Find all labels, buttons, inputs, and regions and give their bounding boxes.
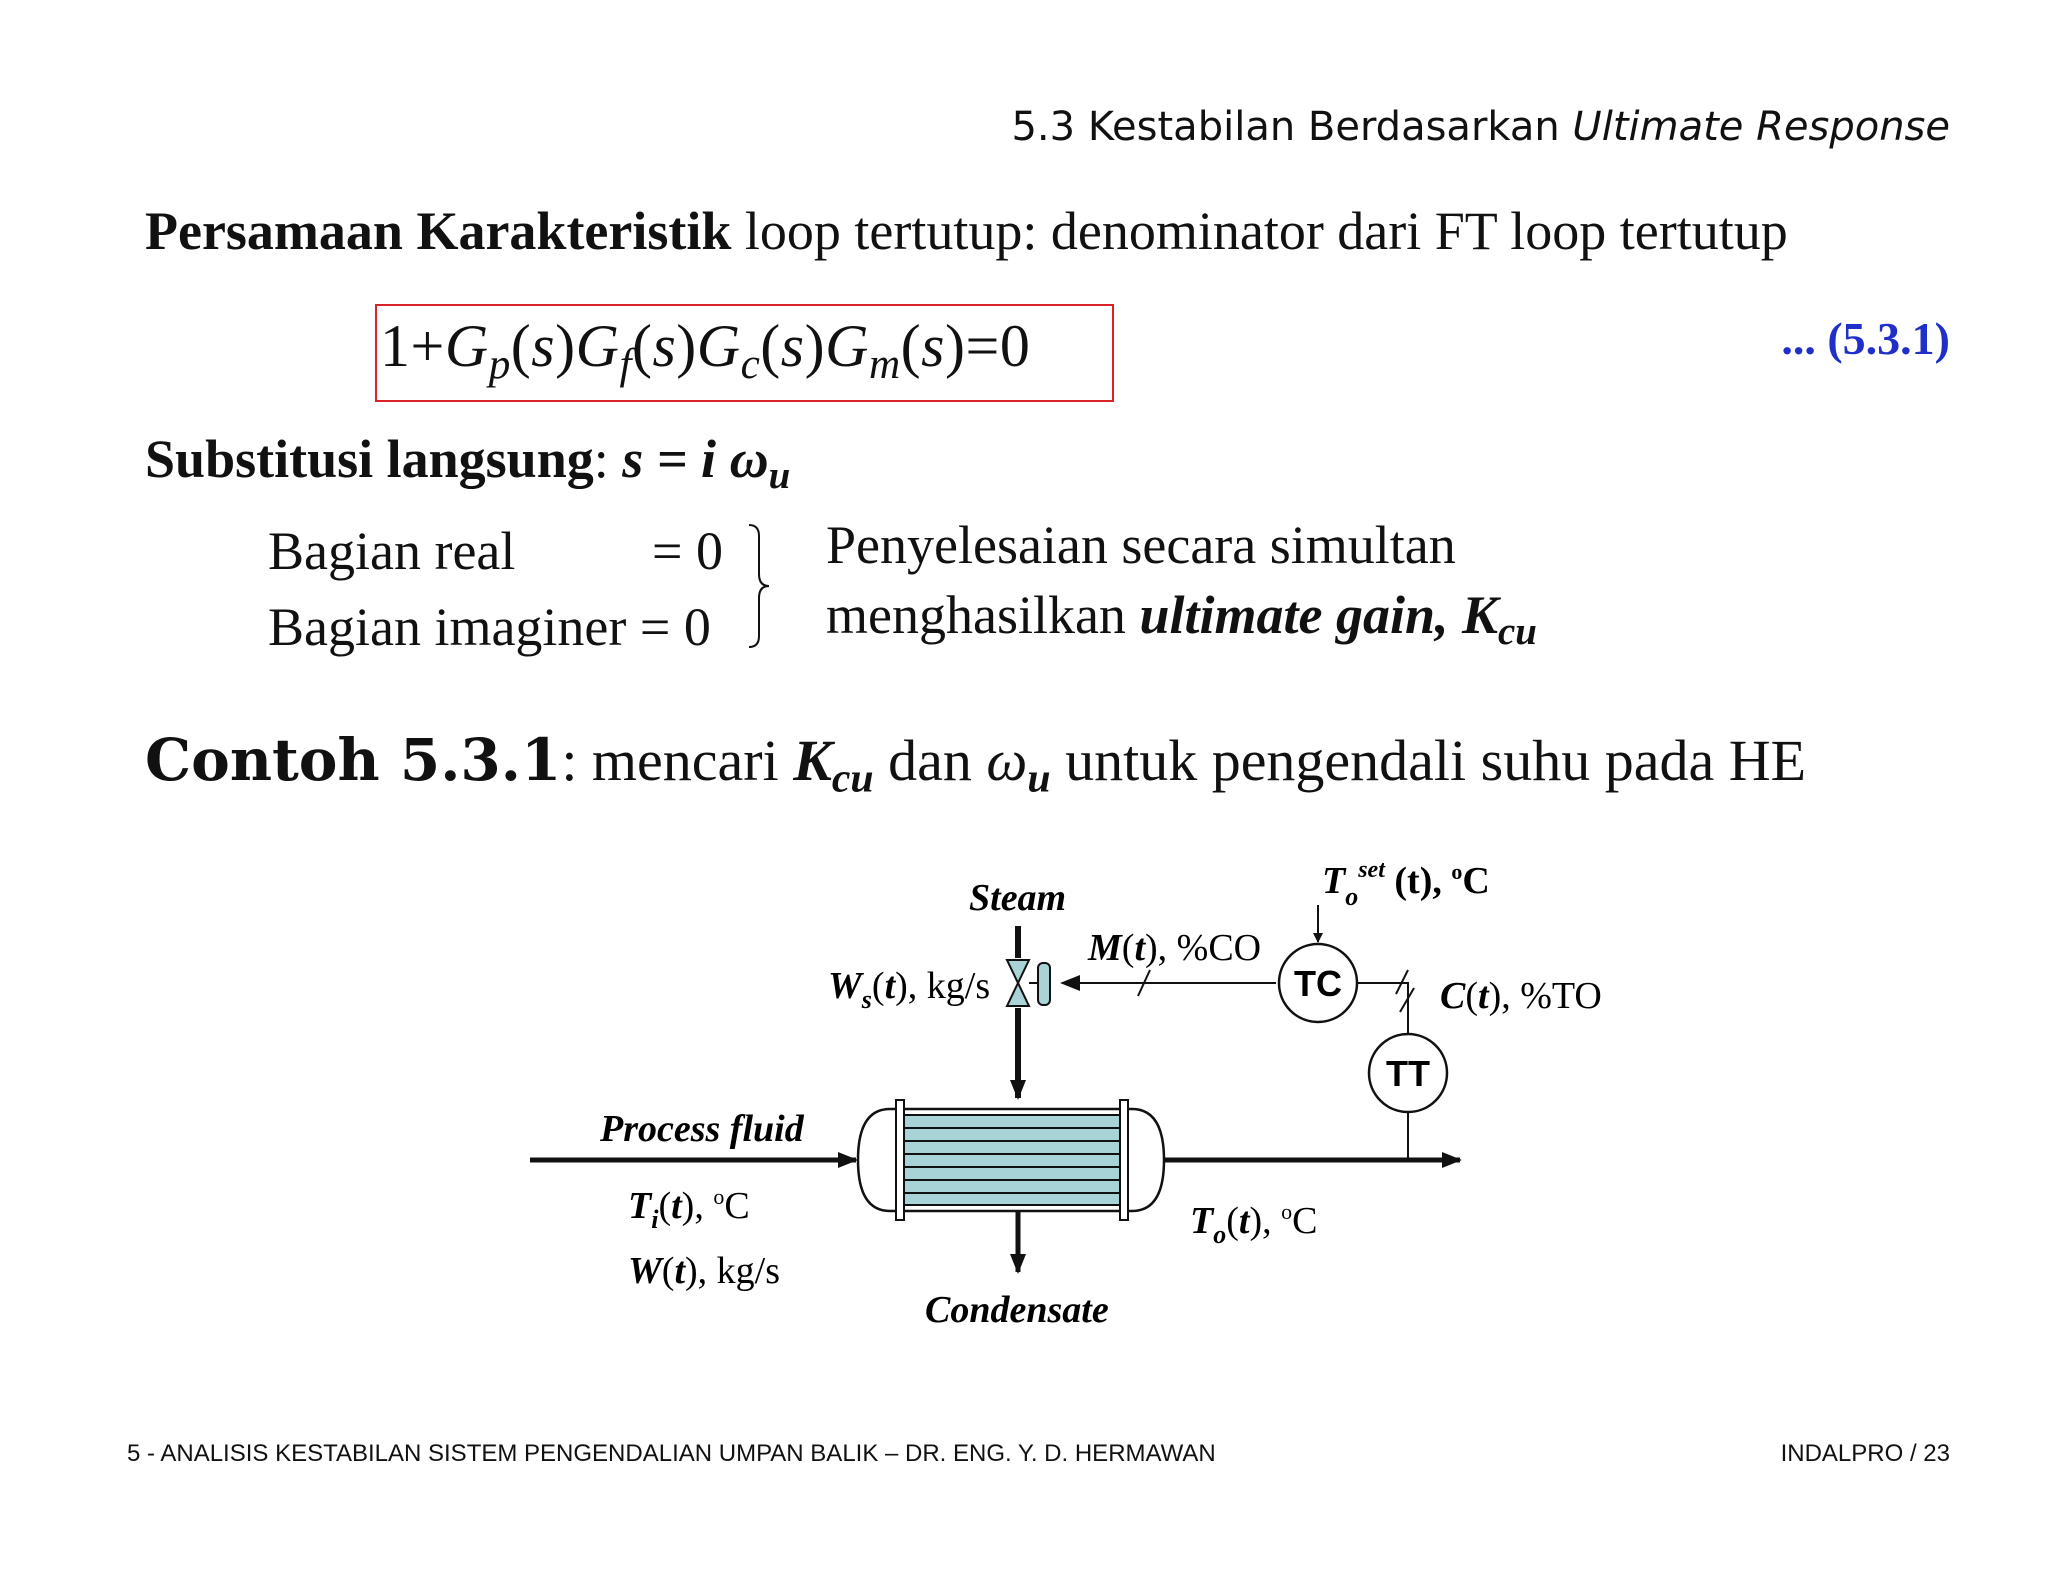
eq-g-p: G: [444, 313, 489, 379]
setpoint-unit: C: [1462, 860, 1490, 902]
footer-page-number: INDALPRO / 23: [1780, 1440, 1950, 1467]
eq-lead: 1+: [380, 313, 445, 379]
example-k-sub: cu: [831, 755, 874, 802]
setpoint-sup: set: [1358, 857, 1385, 883]
ti-time: t: [671, 1185, 682, 1227]
setpoint-rest: (t),: [1384, 860, 1452, 902]
eq-g-m: G: [825, 313, 869, 379]
setpoint-sub: o: [1345, 882, 1359, 911]
ti-unit: C: [724, 1185, 750, 1227]
substitution-sub-u: u: [768, 453, 791, 497]
w-t: t: [674, 1250, 686, 1292]
eq-sub-f: f: [619, 341, 632, 389]
w-var: W: [628, 1250, 662, 1292]
m-t: t: [1134, 927, 1146, 969]
example-k: K: [793, 728, 832, 793]
to-sub: o: [1213, 1220, 1227, 1249]
ws-w: W: [828, 965, 862, 1007]
real-part-label: Bagian real: [268, 521, 516, 581]
setpoint-degree: o: [1451, 859, 1463, 884]
solution-bold: ultimate gain, K: [1139, 585, 1499, 645]
to-t: T: [1190, 1200, 1214, 1242]
equation-number: ... (5.3.1): [1781, 313, 1950, 364]
c-var: C: [1440, 975, 1466, 1017]
ws-label: $W_s(t)$, kg/s: [828, 965, 991, 1014]
tt-label: TT: [1386, 1053, 1430, 1094]
characteristic-term: Persamaan Karakteristik: [145, 201, 732, 261]
example-text-2: dan: [873, 728, 987, 793]
tc-label: TC: [1294, 963, 1342, 1004]
eq-sub-c: c: [740, 341, 761, 389]
characteristic-description: loop tertutup: denominator dari FT loop tertutup: [731, 201, 1788, 261]
eq-s-3: s: [780, 313, 805, 379]
ti-sub: i: [651, 1205, 659, 1234]
m-var: M: [1088, 927, 1122, 969]
substitution-colon: :: [593, 429, 623, 489]
eq-s-1: s: [531, 313, 556, 379]
condensate-label: Condensate: [925, 1289, 1109, 1331]
section-title-italic: Ultimate Response: [1572, 104, 1950, 150]
solution-sub-cu: cu: [1498, 609, 1537, 653]
to-time: t: [1238, 1200, 1250, 1242]
eq-sub-p: p: [488, 341, 511, 389]
imaginary-part-label: Bagian imaginer = 0: [268, 597, 711, 657]
example-omega-sub: u: [1027, 755, 1051, 802]
w-label: W(t), kg/s: [628, 1250, 781, 1292]
ti-t: T: [628, 1185, 652, 1227]
ti-label: $T_i(t)$, $^o$C: [628, 1184, 750, 1234]
m-unit: , %CO: [1157, 927, 1262, 969]
real-part-equation: = 0: [652, 521, 723, 581]
control-valve-icon: [1007, 960, 1050, 1006]
to-unit: C: [1292, 1200, 1318, 1242]
eq-g-f: G: [575, 313, 620, 379]
to-label: $T_o(t)$, $^o$C: [1190, 1199, 1318, 1249]
transmitter-signal: [1357, 983, 1408, 1034]
eq-equals: =: [965, 313, 1000, 379]
example-number: Contoh 5.3.1: [145, 726, 562, 794]
characteristic-equation: $1+G_p(s)G_f(s)G_c(s)G_m(s)=0$: [380, 313, 1031, 389]
eq-s-4: s: [921, 313, 946, 379]
setpoint-t: T: [1322, 860, 1346, 902]
c-t: t: [1478, 975, 1489, 1017]
example-omega: ω: [986, 728, 1028, 793]
w-unit: , kg/s: [697, 1250, 781, 1292]
setpoint-label: [1322, 857, 1490, 911]
c-signal-label: C(t), %TO: [1440, 975, 1602, 1017]
eq-g-c: G: [696, 313, 741, 379]
substitution-omega: ω: [729, 429, 769, 489]
ws-t: t: [884, 965, 896, 1007]
ti-degree: o: [713, 1184, 725, 1209]
substitution-term: Substitusi langsung: [145, 429, 594, 489]
footer-course-title: 5 - ANALISIS KESTABILAN SISTEM PENGENDALIAN UMPAN BALIK – DR. ENG. Y. D. HERMAWAN: [127, 1440, 1216, 1467]
to-degree: o: [1281, 1199, 1293, 1224]
example-text-1: : mencari: [561, 728, 794, 793]
eq-sub-m: m: [868, 341, 901, 389]
steam-label: Steam: [969, 877, 1067, 919]
heat-exchanger-icon: [858, 1100, 1164, 1220]
c-unit: , %TO: [1501, 975, 1602, 1017]
section-number: 5.3 Kestabilan Berdasarkan: [1011, 104, 1573, 150]
substitution-formula: s = i: [622, 429, 730, 489]
eq-zero: 0: [999, 313, 1031, 379]
example-text-3: untuk pengendali suhu pada HE: [1050, 728, 1807, 793]
process-fluid-label: Process fluid: [600, 1108, 804, 1150]
solution-line-1: Penyelesaian secara simultan: [826, 515, 1456, 575]
m-signal-label: M(t), %CO: [1088, 927, 1262, 969]
ws-sub: s: [861, 985, 872, 1014]
solution-plain: menghasilkan: [826, 585, 1140, 645]
eq-s-2: s: [652, 313, 677, 379]
ws-unit: , kg/s: [907, 965, 991, 1007]
